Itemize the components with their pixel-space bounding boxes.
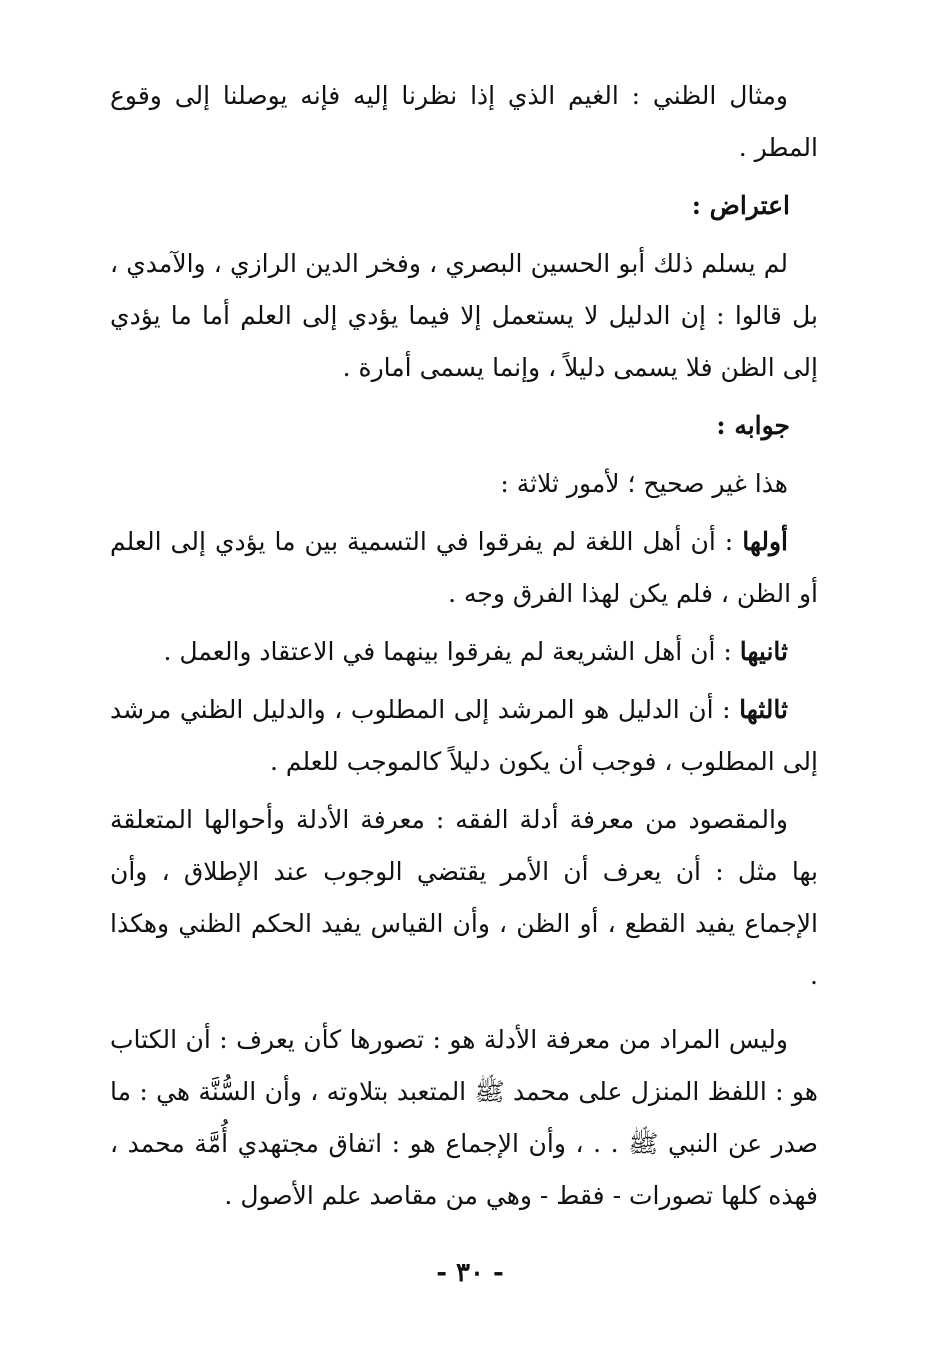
paragraph-third-reason (110, 684, 818, 788)
heading-objection: اعتراض : (691, 191, 790, 220)
paragraph-objection: لم يسلم ذلك أبو الحسين البصري ، وفخر الدين الرازي ، والآمدي ، بل قالوا : إن الدليل لا يستعمل إلا فيما يؤدي إلى العلم أما ما يؤدي إلى الظن فلا يسمى دليلاً ، وإنما يسمى أمارة . (110, 249, 818, 382)
paragraph-answer-intro: هذا غير صحيح ؛ لأمور ثلاثة : (500, 469, 788, 498)
paragraph-not-intended: وليس المراد من معرفة الأدلة هو : تصورها كأن يعرف : أن الكتاب هو : اللفظ المنزل على محمد ﷺ المتعبد بتلاوته ، وأن السُّنَّة هي : ما صدر عن النبي ﷺ . . ، وأن الإجماع هو : اتفاق مجتهدي أُمَّة محمد ، فهذه كلها تصورات - فقط - وهي من مقاصد علم الأصول . (110, 1025, 818, 1210)
third-reason-label: ثالثها (739, 695, 788, 724)
page-body (110, 70, 818, 1222)
first-reason-label: أولها (742, 527, 788, 556)
second-reason-label: ثانيها (739, 637, 788, 666)
paragraph-second-reason (110, 626, 818, 678)
paragraph-purpose: والمقصود من معرفة أدلة الفقه : معرفة الأدلة وأحوالها المتعلقة بها مثل : أن يعرف أن الأمر يقتضي الوجوب عند الإطلاق ، وأن الإجماع يفيد القطع ، أو الظن ، وأن القياس يفيد الحكم الظني وهكذا . (110, 805, 818, 990)
paragraph-first-reason (110, 516, 818, 620)
paragraph-example-zanni: ومثال الظني : الغيم الذي إذا نظرنا إليه فإنه يوصلنا إلى وقوع المطر . (110, 81, 818, 162)
second-reason-text: : أن أهل الشريعة لم يفرقوا بينهما في الاعتقاد والعمل . (163, 637, 740, 666)
first-reason-text: : أن أهل اللغة لم يفرقوا في التسمية بين ما يؤدي إلى العلم أو الظن ، فلم يكن لهذا الفرق وجه . (110, 527, 818, 608)
page-number: - ٣٠ - (436, 1258, 504, 1288)
third-reason-text: : أن الدليل هو المرشد إلى المطلوب ، والدليل الظني مرشد إلى المطلوب ، فوجب أن يكون دليلاً كالموجب للعلم . (110, 695, 818, 776)
heading-answer: جوابه : (716, 411, 790, 440)
